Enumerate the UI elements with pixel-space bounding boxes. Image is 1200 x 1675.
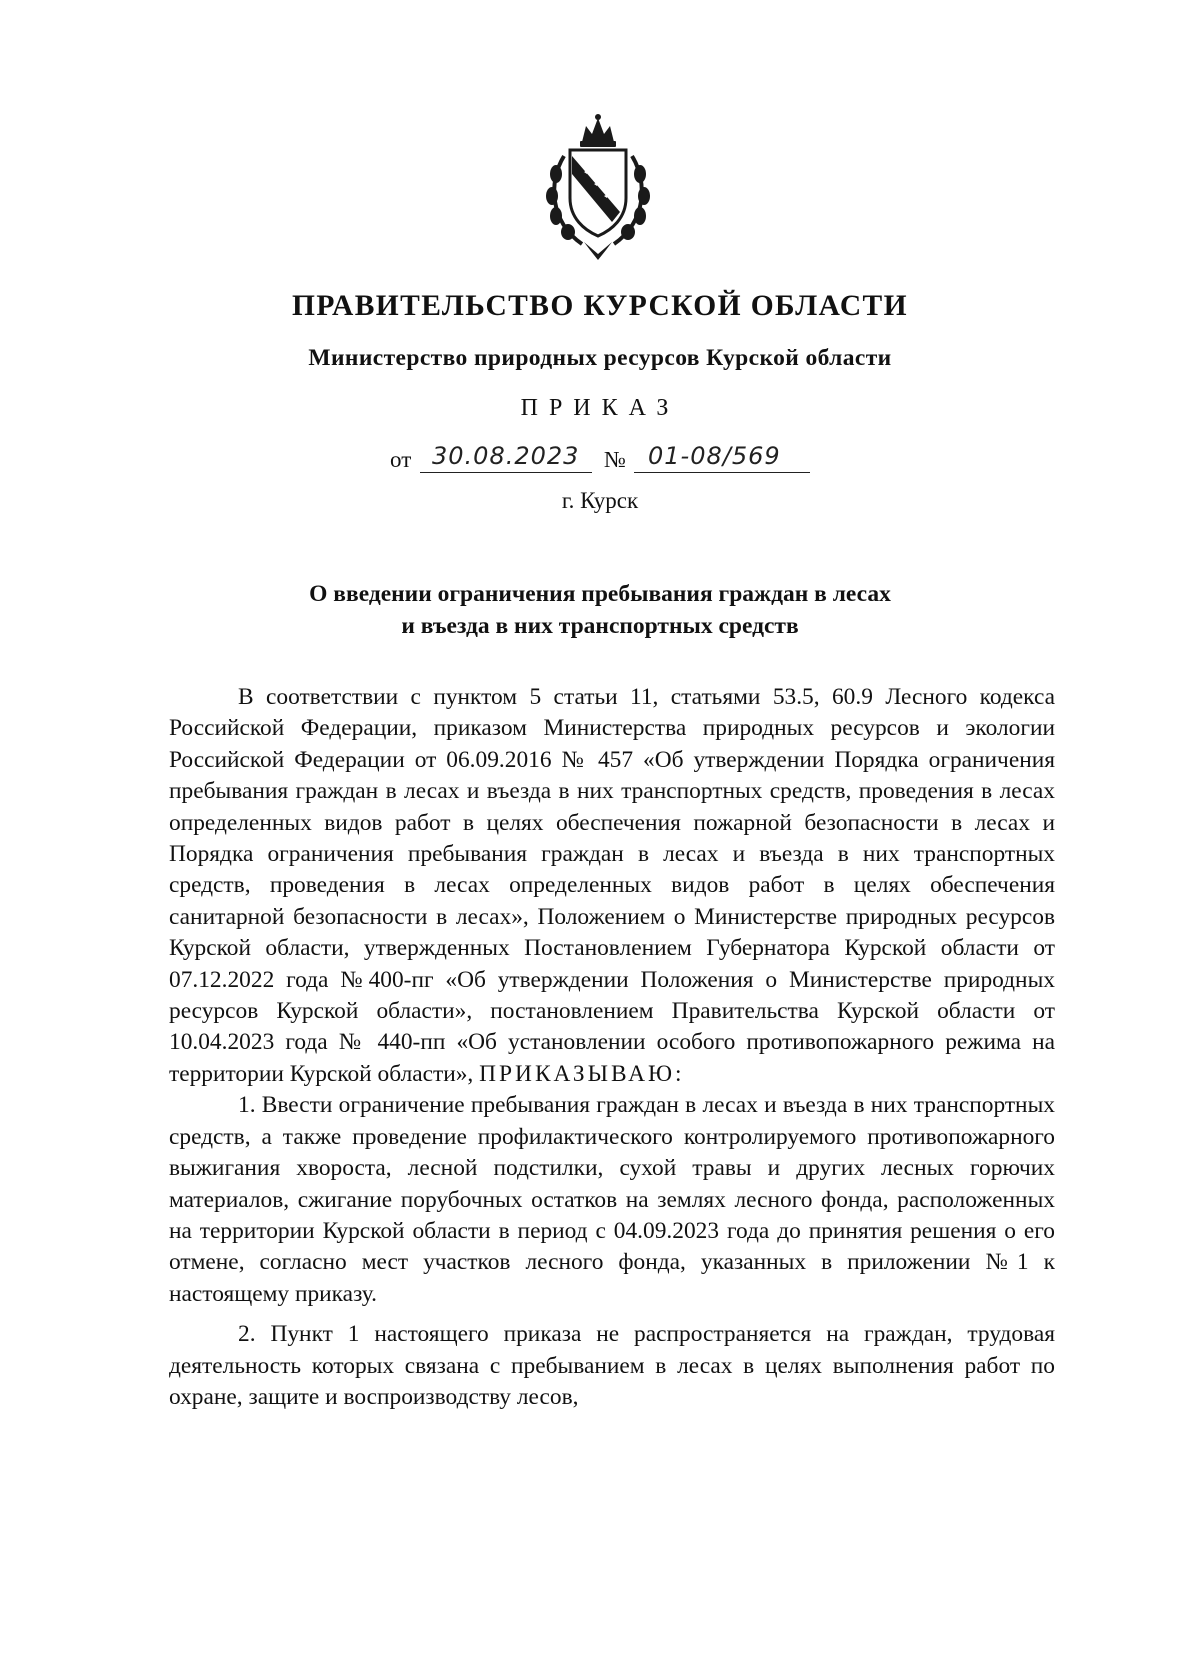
- city: г. Курск: [561, 488, 639, 513]
- document-type: ПРИКАЗ: [520, 395, 680, 421]
- title-line-1: О введении ограничения пребывания граждан в лесах: [309, 581, 891, 607]
- crown-icon: [580, 114, 616, 147]
- coat-of-arms-emblem: [542, 112, 654, 260]
- government-heading: ПРАВИТЕЛЬСТВО КУРСКОЙ ОБЛАСТИ: [292, 290, 908, 322]
- item-1-paragraph: 1. Ввести ограничение пребывания граждан в лесах и въезда в них транспортных средств, а также проведение профилактического контролируемого противопожарного выжигания хвороста, лесной подстилки, сухой травы и других лесных горючих материалов, сжигание порубочных остатков на землях лесного фонда, расположенных на территории Курской области в период с 04.09.2023 года до принятия решения о его отмене, согласно мест участков лесного фонда, указанных в приложении №1 к настоящему приказу.: [169, 1092, 1055, 1307]
- document-body: [169, 682, 1055, 1413]
- shield-icon: [570, 150, 626, 236]
- date-prefix: от: [390, 447, 412, 472]
- order-word: ПРИКАЗЫВАЮ:: [479, 1060, 685, 1087]
- item-2-paragraph: 2. Пункт 1 настоящего приказа не распространяется на граждан, трудовая деятельность которых связана с пребыванием в лесах в целях выполнения работ по охране, защите и воспроизводству лесов,: [169, 1321, 1055, 1410]
- ministry-heading: Министерство природных ресурсов Курской области: [308, 345, 892, 371]
- title-line-2: и въезда в них транспортных средств: [401, 613, 799, 639]
- number-prefix: №: [604, 447, 626, 472]
- date-value: 30.08.2023: [432, 442, 580, 470]
- preamble-text: В соответствии с пунктом 5 статьи 11, статьями 53.5, 60.9 Лесного кодекса Российской Федерации, приказом Министерства природных ресурсов и экологии Российской Федерации от 06.09.2016 № 457 «Об утверждении Порядка ограничения пребывания граждан в лесах и въезда в них транспортных средств, проведения в лесах определенных видов работ в целях обеспечения пожарной безопасности в лесах и Порядка ограничения пребывания граждан в лесах и въезда в них транспортных средств, проведения в лесах определенных видов работ в целях обеспечения санитарной безопасности в лесах», Положением о Министерстве природных ресурсов Курской области, утвержденных Постановлением Губернатора Курской области от 07.12.2022 года №400-пг «Об утверждении Положения о Министерстве природных ресурсов Курской области», постановлением Правительства Курской области от 10.04.2023 года № 440-пп «Об установлении особого противопожарного режима на территории Курской области»,: [169, 684, 1055, 1087]
- document-title: [0, 578, 1200, 642]
- date-number-line: [390, 436, 850, 476]
- preamble-paragraph: [169, 682, 1055, 1090]
- number-value: 01-08/569: [648, 442, 781, 470]
